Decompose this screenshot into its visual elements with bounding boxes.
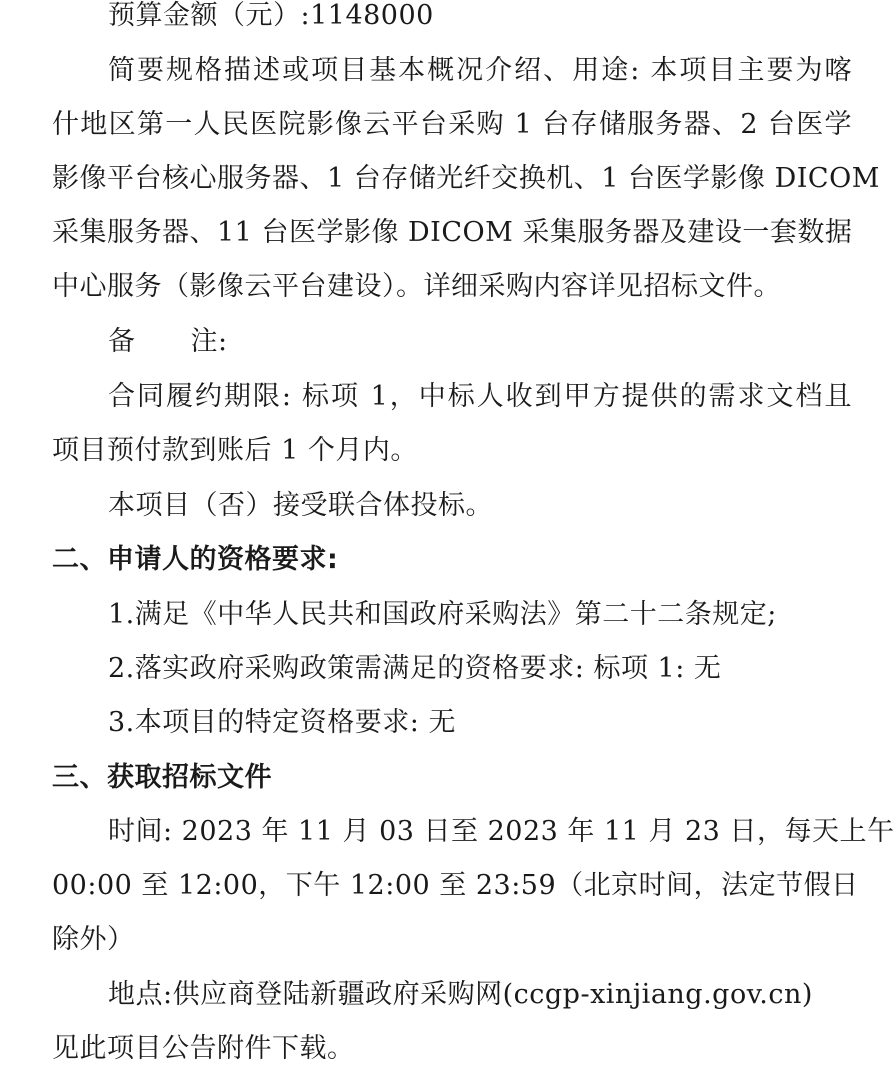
section-heading-qualifications: 二、申请人的资格要求: bbox=[52, 544, 339, 575]
section-heading-documents: 三、获取招标文件 bbox=[52, 762, 272, 793]
summary-line: 简要规格描述或项目基本概况介绍、用途: 本项目主要为喀 bbox=[108, 55, 852, 86]
summary-line: 什地区第一人民医院影像云平台采购 1 台存储服务器、2 台医学 bbox=[52, 109, 852, 140]
contract-term-line: 合同履约期限: 标项 1，中标人收到甲方提供的需求文档且 bbox=[108, 381, 852, 412]
time-line: 时间: 2023 年 11 月 03 日至 2023 年 11 月 23 日，每天上午 bbox=[108, 816, 895, 847]
qualification-item: 3.本项目的特定资格要求: 无 bbox=[108, 707, 456, 738]
qualification-item: 2.落实政府采购政策需满足的资格要求: 标项 1: 无 bbox=[108, 653, 722, 684]
contract-term-line: 项目预付款到账后 1 个月内。 bbox=[52, 435, 418, 466]
budget-amount: 预算金额（元）:1148000 bbox=[108, 0, 434, 31]
consortium-note: 本项目（否）接受联合体投标。 bbox=[108, 490, 493, 521]
summary-line: 采集服务器、11 台医学影像 DICOM 采集服务器及建设一套数据 bbox=[52, 217, 853, 248]
place-line: 见此项目公告附件下载。 bbox=[52, 1033, 355, 1064]
summary-line: 中心服务（影像云平台建设）。详细采购内容详见招标文件。 bbox=[52, 271, 781, 302]
qualification-item: 1.满足《中华人民共和国政府采购法》第二十二条规定; bbox=[108, 599, 777, 630]
time-line: 00:00 至 12:00，下午 12:00 至 23:59（北京时间，法定节假日 bbox=[52, 870, 859, 901]
summary-line: 影像平台核心服务器、1 台存储光纤交换机、1 台医学影像 DICOM bbox=[52, 163, 880, 194]
remarks-label: 备 注: bbox=[108, 326, 228, 357]
place-line: 地点:供应商登陆新疆政府采购网(ccgp-xinjiang.gov.cn) bbox=[108, 979, 813, 1010]
time-line: 除外） bbox=[52, 924, 135, 955]
